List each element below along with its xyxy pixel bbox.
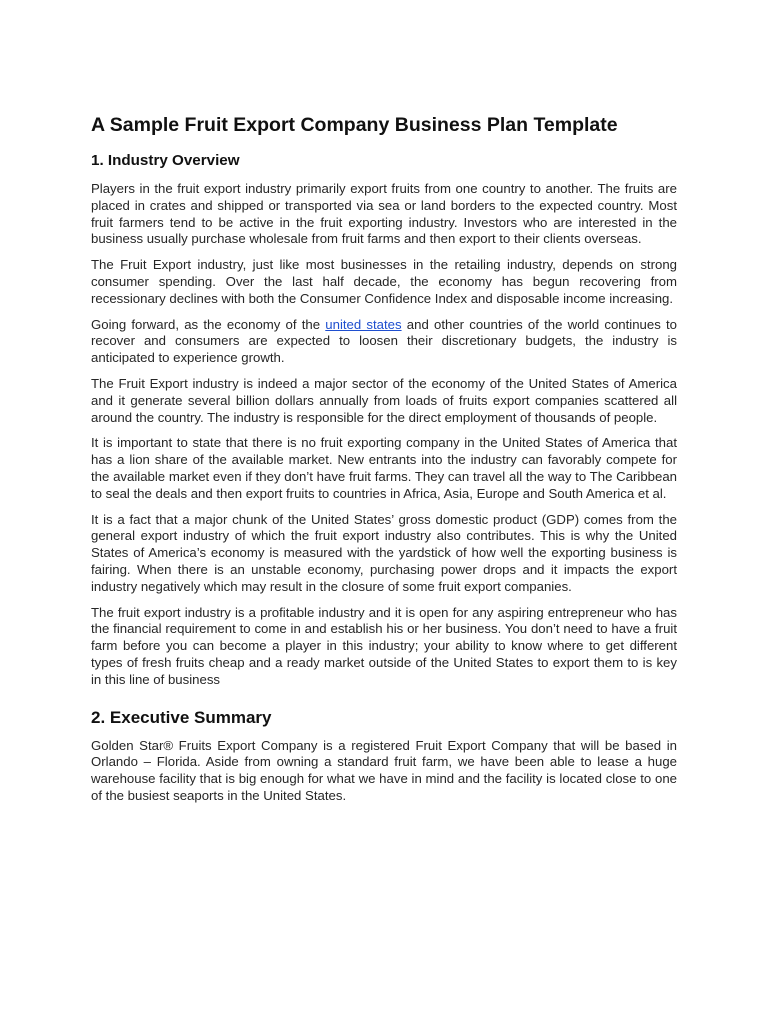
document-page — [91, 112, 677, 814]
section-heading-executive-summary: 2. Executive Summary — [91, 707, 272, 727]
paragraph: The fruit export industry is a profitable industry and it is open for any aspiring entrepreneur who has the financial requirement to come in and establish his or her business. You don’t need to have a fruit farm before you can become a player in this industry; your ability to know where to get different types of fresh fruits cheap and a ready market outside of the United States to export them to is key in this line of business — [91, 604, 677, 687]
united-states-link[interactable]: united states — [325, 316, 402, 332]
paragraph: It is a fact that a major chunk of the United States’ gross domestic product (GDP) comes from the general export industry of which the fruit export industry also contributes. This is why the United States of America’s economy is measured with the yardstick of how well the exporting business is fairing. When there is an unstable economy, purchasing power drops and it impacts the export industry negatively which may result in the closure of some fruit export companies. — [91, 511, 677, 594]
paragraph: The Fruit Export industry is indeed a major sector of the economy of the United States of America and it generate several billion dollars annually from loads of fruits export companies scattered all around the country. The industry is responsible for the direct employment of thousands of people. — [91, 375, 677, 425]
paragraph: Players in the fruit export industry primarily export fruits from one country to another. The fruits are placed in crates and shipped or transported via sea or land borders to the expected country. Most fruit farmers tend to be active in the fruit exporting industry. Investors who are interested in the business usually purchase wholesale from fruit farms and then export to their clients overseas. — [91, 181, 677, 247]
document-title: A Sample Fruit Export Company Business Plan Template — [91, 114, 618, 136]
paragraph-text: and other countries of the world continues to recover and consumers are expected to loosen their discretionary budgets, the industry is anticipated to experience growth. — [91, 316, 677, 366]
paragraph-text: Going forward, as the economy of the — [91, 316, 326, 332]
paragraph — [91, 317, 677, 367]
paragraph: The Fruit Export industry, just like most businesses in the retailing industry, depends on strong consumer spending. Over the last half decade, the economy has begun recovering from recessionary declines with both the Consumer Confidence Index and disposable income increasing. — [91, 257, 677, 306]
paragraph: It is important to state that there is no fruit exporting company in the United States of America that has a lion share of the available market. New entrants into the industry can favorably compete for the available market even if they don’t have fruit farms. They can travel all the way to The Caribbean to seal the deals and then export fruits to countries in Africa, Asia, Europe and South America et al. — [91, 435, 677, 501]
paragraph: Golden Star® Fruits Export Company is a registered Fruit Export Company that will be based in Orlando – Florida. Aside from owning a standard fruit farm, we have been able to lease a huge warehouse facility that is big enough for what we have in mind and the facility is located close to one of the busiest seaports in the United States. — [91, 737, 677, 803]
section-heading-industry-overview: 1. Industry Overview — [91, 152, 240, 169]
